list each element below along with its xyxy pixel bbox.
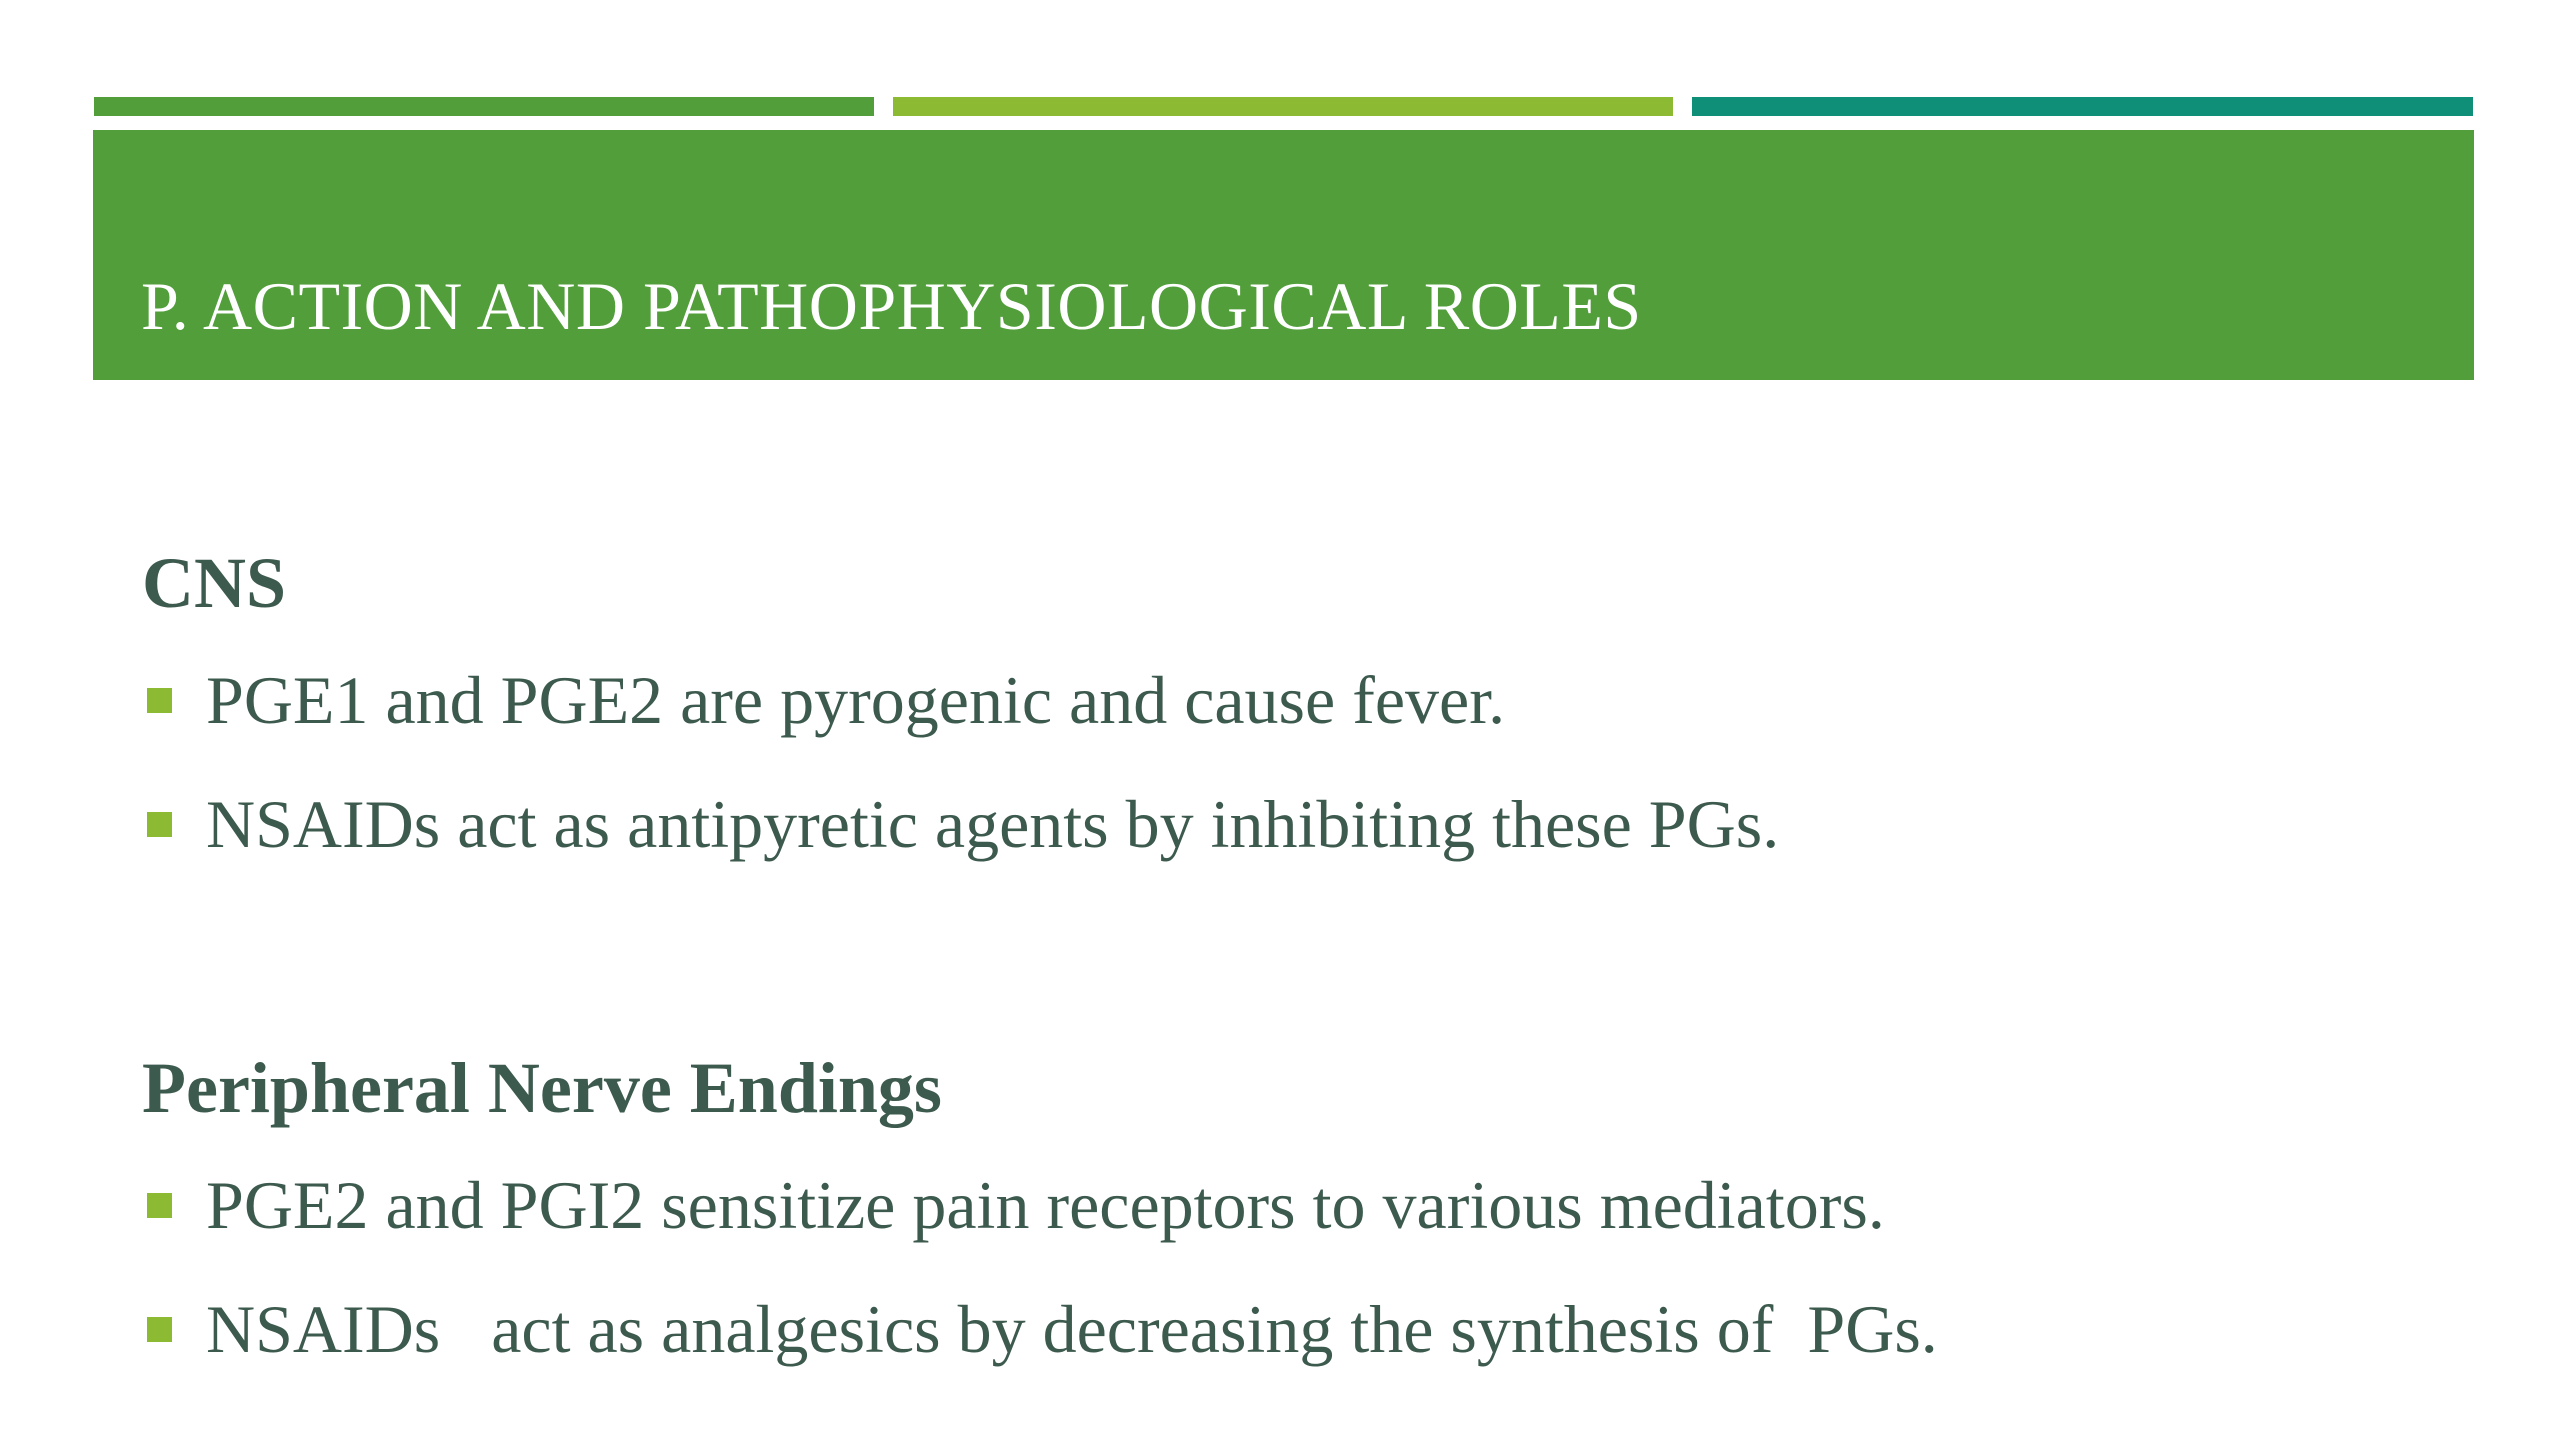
square-bullet-icon <box>147 1317 172 1342</box>
square-bullet-icon <box>147 812 172 837</box>
section-cns <box>142 528 2442 886</box>
accent-bar-left <box>94 97 874 116</box>
section-heading: Peripheral Nerve Endings <box>142 1048 942 1128</box>
bullet-item <box>142 1267 2442 1391</box>
slide-content <box>142 528 2442 1391</box>
square-bullet-icon <box>147 688 172 713</box>
bullet-item <box>142 638 2442 762</box>
title-band <box>93 130 2474 380</box>
section-heading: CNS <box>142 543 287 623</box>
section-spacer <box>142 886 2442 1033</box>
bullet-text: NSAIDs act as antipyretic agents by inhibiting these PGs. <box>206 785 1780 862</box>
bullet-text: NSAIDs act as analgesics by decreasing the synthesis of PGs. <box>206 1290 1938 1367</box>
square-bullet-icon <box>147 1193 172 1218</box>
accent-bar-right <box>1692 97 2473 116</box>
slide-title: P. ACTION AND PATHOPHYSIOLOGICAL ROLES <box>141 268 1642 344</box>
bullet-item <box>142 1143 2442 1267</box>
bullet-item <box>142 762 2442 886</box>
bullet-text: PGE2 and PGI2 sensitize pain receptors to various mediators. <box>206 1166 1885 1243</box>
bullet-list <box>142 1143 2442 1391</box>
bullet-text: PGE1 and PGE2 are pyrogenic and cause fever. <box>206 661 1506 738</box>
bullet-list <box>142 638 2442 886</box>
section-peripheral-nerve-endings <box>142 1033 2442 1391</box>
accent-bar-middle <box>893 97 1673 116</box>
